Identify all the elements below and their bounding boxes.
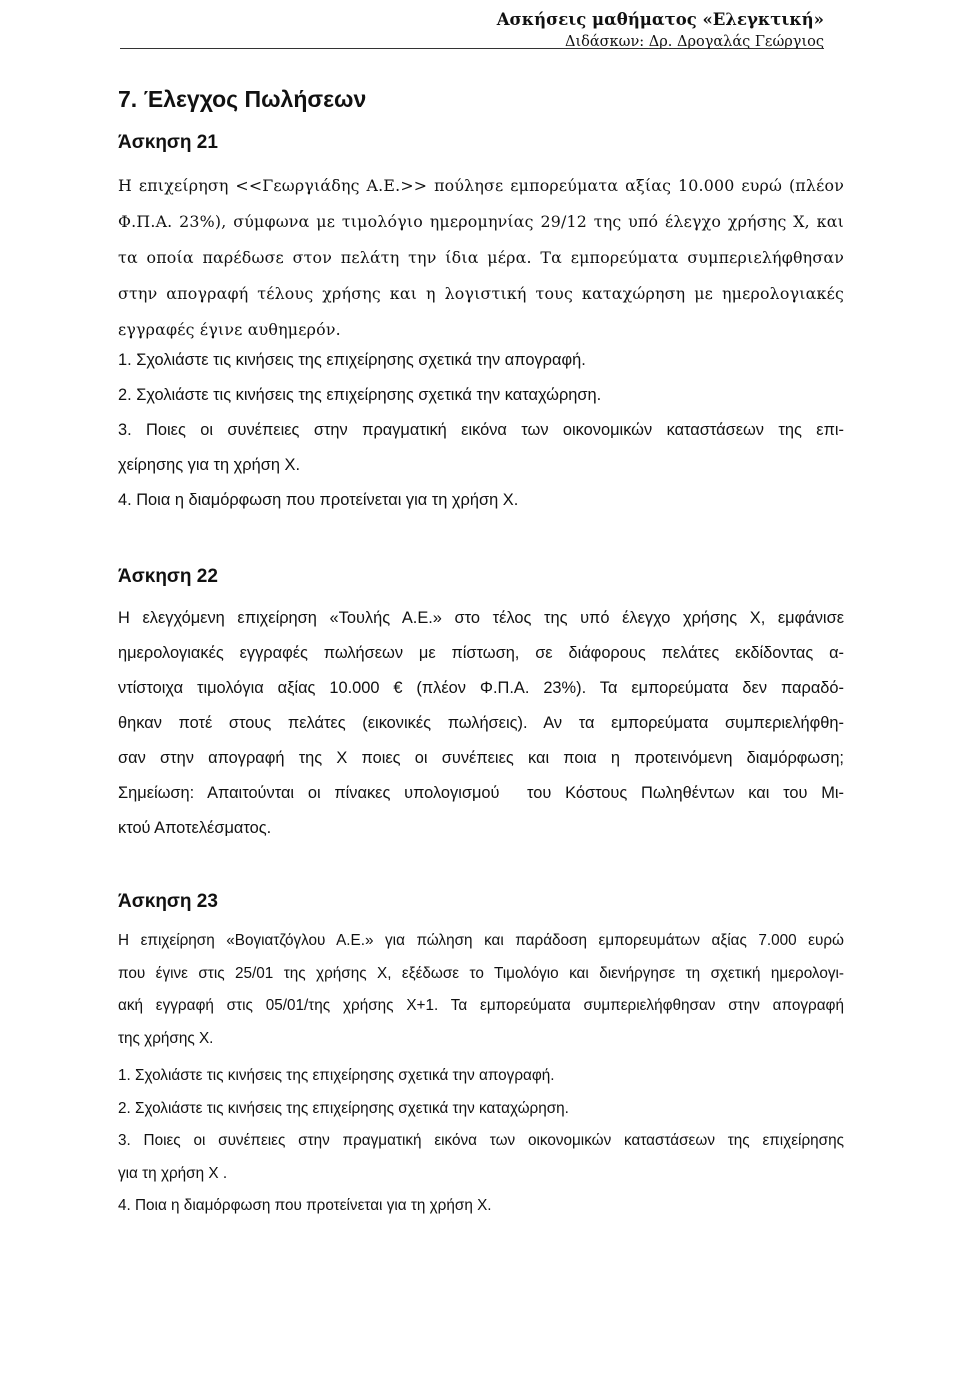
text-line: Η επιχείρηση «Βογιατζόγλου Α.Ε.» για πώληση και παράδοση εμπορευμάτων αξίας 7.000 ευρώ	[118, 932, 844, 949]
text-line: ακή εγγραφή στις 05/01/της χρήσης Χ+1. Τα εμπορεύματα συμπεριελήφθησαν στην απογραφή	[118, 997, 844, 1014]
question-item: για τη χρήση Χ .	[118, 1164, 228, 1182]
text-line: τα οποία παρέδωσε στον πελάτη την ίδια μέρα. Τα εμπορεύματα συμπεριελήφθησαν	[118, 248, 844, 267]
question-item: 3. Ποιες οι συνέπειες στην πραγματική εικόνα των οικονομικών καταστάσεων της επιχείρησης	[118, 1132, 844, 1149]
page-header	[497, 8, 824, 52]
text-line: Φ.Π.Α. 23%), σύμφωνα με τιμολόγιο ημερομηνίας 29/12 της υπό έλεγχο χρήσης Χ, και	[118, 212, 844, 231]
question-item: 1. Σχολιάστε τις κινήσεις της επιχείρησης σχετικά την απογραφή.	[118, 1067, 555, 1084]
text-line: Η ελεγχόμενη επιχείρηση «Τουλής Α.Ε.» στο τέλος της υπό έλεγχο χρήσης Χ, εμφάνισε	[118, 609, 844, 627]
course-title: Ασκήσεις μαθήματος «Ελεγκτική»	[496, 10, 824, 29]
text-line: που έγινε στις 25/01 της χρήσης Χ, εξέδωσε το Τιμολόγιο και διενήργησε τη σχετική ημερολογι-	[118, 964, 844, 982]
text-line: θηκαν ποτέ στους πελάτες (εικονικές πωλήσεις). Αν τα εμπορεύματα συμπεριελήφθη-	[118, 714, 844, 732]
exercise-23-questions	[118, 1060, 844, 1223]
text-line: σαν στην απογραφή της Χ ποιες οι συνέπειες και ποια η προτεινόμενη διαμόρφωση;	[118, 749, 844, 767]
question-item: 2. Σχολιάστε τις κινήσεις της επιχείρησης σχετικά την καταχώρηση.	[118, 386, 602, 404]
text-line: κτού Αποτελέσματος.	[118, 819, 272, 837]
question-item: 3. Ποιες οι συνέπειες στην πραγματική εικόνα των οικονομικών καταστάσεων της επι-	[118, 421, 844, 439]
exercise-23-title: Άσκηση 23	[118, 891, 218, 912]
text-line: ημερολογιακές εγγραφές πωλήσεων με πίστωση, σε διάφορους πελάτες εκδίδοντας α-	[118, 644, 844, 662]
instructor-name: Διδάσκων: Δρ. Δρογαλάς Γεώργιος	[564, 34, 824, 50]
text-line: Η επιχείρηση <<Γεωργιάδης Α.Ε.>> πούλησε εμπορεύματα αξίας 10.000 ευρώ (πλέον	[118, 176, 844, 195]
question-item: 4. Ποια η διαμόρφωση που προτείνεται για τη χρήση Χ.	[118, 1197, 492, 1214]
exercise-21-body	[118, 168, 844, 348]
text-line: ντίστοιχα τιμολόγια αξίας 10.000 € (πλέον Φ.Π.Α. 23%). Τα εμπορεύματα δεν παραδό-	[118, 679, 844, 697]
question-item: 1. Σχολιάστε τις κινήσεις της επιχείρησης σχετικά την απογραφή.	[118, 351, 586, 369]
exercise-22-body	[118, 601, 844, 846]
question-item: χείρησης για τη χρήση Χ.	[118, 456, 301, 474]
question-item: 4. Ποια η διαμόρφωση που προτείνεται για τη χρήση Χ.	[118, 491, 519, 509]
text-line: Σημείωση: Απαιτούνται οι πίνακες υπολογισμού του Κόστους Πωληθέντων και του Μι-	[118, 784, 844, 802]
exercise-22-title: Άσκηση 22	[118, 566, 218, 587]
question-item: 2. Σχολιάστε τις κινήσεις της επιχείρησης σχετικά την καταχώρηση.	[118, 1099, 569, 1117]
text-line: στην απογραφή τέλους χρήσης και η λογιστική τους καταχώρηση με ημερολογιακές	[118, 284, 844, 303]
section-title: 7. Έλεγχος Πωλήσεων	[118, 86, 367, 112]
exercise-23-body	[118, 925, 844, 1055]
text-line: εγγραφές έγινε αυθημερόν.	[118, 320, 341, 339]
text-line: της χρήσης Χ.	[118, 1029, 214, 1047]
exercise-21-title: Άσκηση 21	[118, 132, 218, 153]
exercise-21-questions	[118, 343, 844, 518]
header-divider	[120, 48, 824, 49]
